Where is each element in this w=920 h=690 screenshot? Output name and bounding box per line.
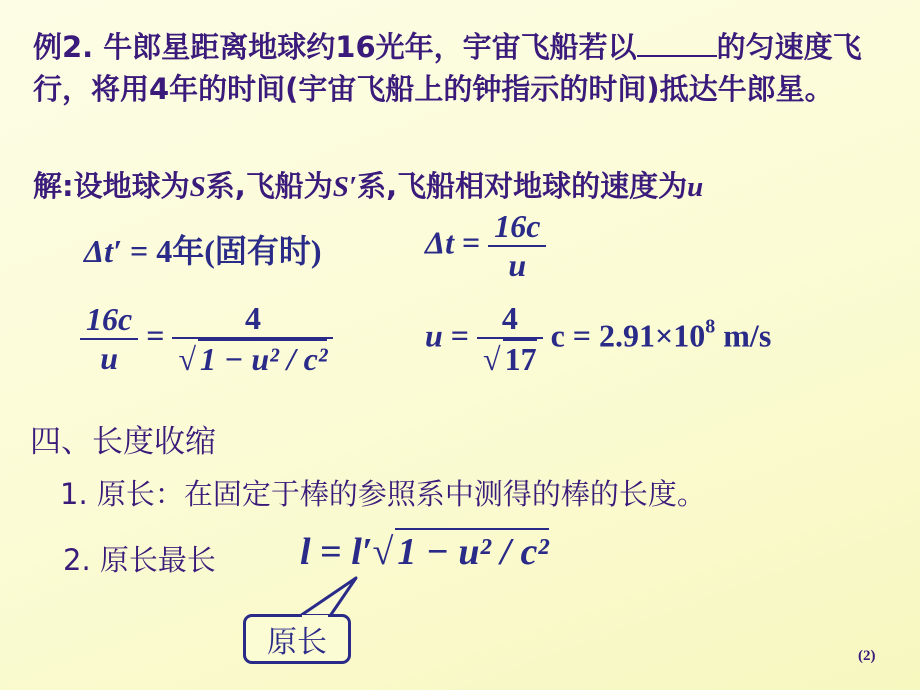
formula-equals: = xyxy=(320,531,342,573)
eq1-lhs: Δt′ xyxy=(84,233,122,269)
eq4-unit: m/s xyxy=(715,317,772,354)
eq4-numerator: 4 xyxy=(501,300,518,336)
eq4-radicand: 17 xyxy=(504,341,537,377)
eq2-equals: = xyxy=(461,224,481,261)
eq3-denominator-left: u xyxy=(80,338,138,377)
frame-s-prime: S′ xyxy=(332,171,358,203)
formula-l-prime: l′ xyxy=(351,531,373,573)
callout-proper-length: 原长 xyxy=(243,614,351,664)
sqrt-icon: √ xyxy=(372,531,394,573)
eq4-result: c = 2.91×10 xyxy=(550,317,706,354)
page-number: (2) xyxy=(858,648,876,664)
eq4-equals: = xyxy=(450,317,470,354)
solution-mid1: 系,飞船为 xyxy=(205,169,333,203)
problem-part1: 例2. 牛郎星距离地球约16光年，宇宙飞船若以 xyxy=(33,30,637,64)
formula-l: l xyxy=(300,531,311,573)
velocity-u: u xyxy=(687,171,704,203)
sqrt-icon: √ xyxy=(483,341,501,377)
definition-proper-length: 1. 原长：在固定于棒的参照系中测得的棒的长度。 xyxy=(60,477,706,511)
eq3-numerator-right: 4 xyxy=(244,300,261,336)
eq3-radicand: 1 − u² / c² xyxy=(200,341,328,377)
eq2-denominator: u xyxy=(488,245,546,284)
formula-radicand: 1 − u² / c² xyxy=(395,528,548,574)
eq3-numerator-left: 16c xyxy=(86,301,133,337)
solution-prefix: 解:设地球为 xyxy=(33,169,190,203)
eq1-rhs: = 4年(固有时) xyxy=(129,233,322,269)
section-title: 四、长度收缩 xyxy=(30,424,216,460)
sqrt-icon: √ xyxy=(178,341,196,377)
statement-proper-length-longest: 2. 原长最长 xyxy=(63,543,216,577)
eq2-lhs: Δt xyxy=(425,224,454,261)
eq3-equals: = xyxy=(146,317,165,354)
eq2-numerator: 16c xyxy=(494,208,541,244)
solution-mid2: 系,飞船相对地球的速度为 xyxy=(357,169,688,203)
eq4-exponent: 8 xyxy=(705,315,716,338)
problem-part2: 的匀速度飞行，将用4年的时间(宇宙飞船上的钟指示的时间)抵达牛郎星。 xyxy=(33,30,862,106)
eq4-lhs: u xyxy=(425,317,443,354)
frame-s: S xyxy=(189,171,206,203)
